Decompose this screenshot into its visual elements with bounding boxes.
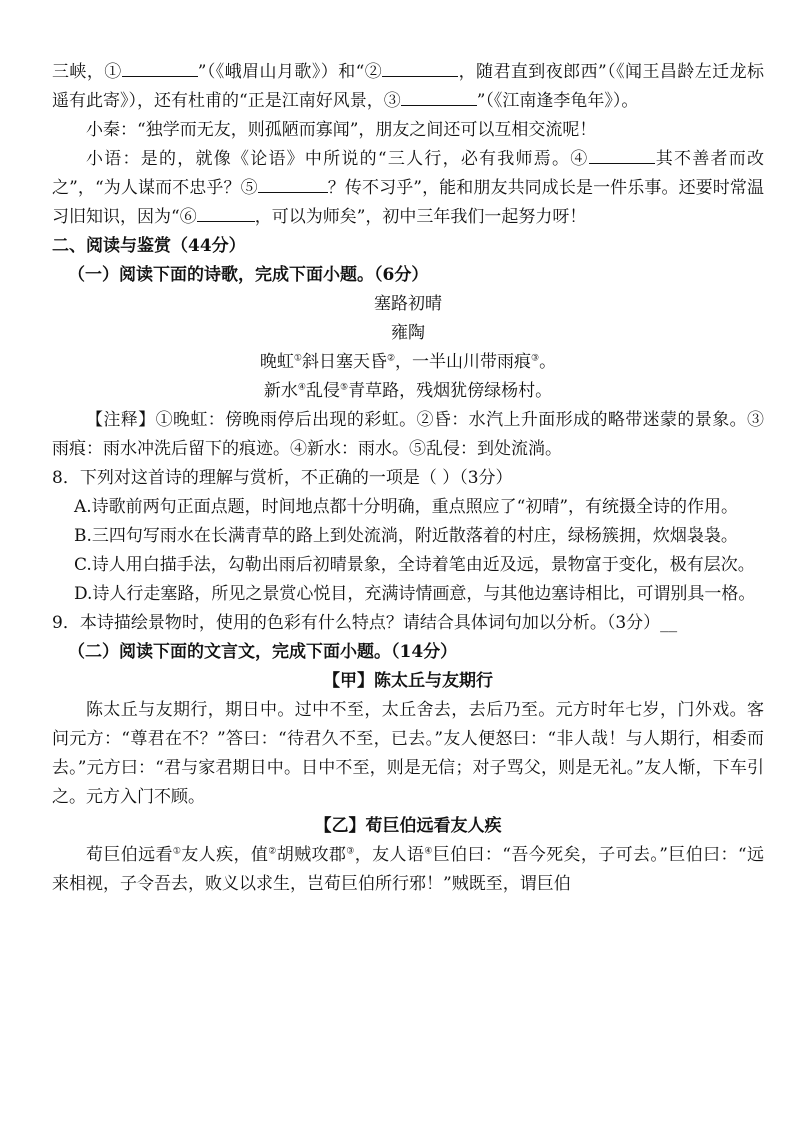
footnote-marker: ④ [424,846,433,857]
dictation-text: ”（《峨眉山月歌》）和“② [197,62,383,82]
option-a[interactable]: A.诗歌前两句正面点题，时间地点都十分明确，重点照应了“初晴”，有统摄全诗的作用。 [74,497,739,517]
section-title: 二、阅读与鉴赏（44分） [52,236,246,256]
poem-text: 青草路，残烟犹傍绿杨村。 [348,381,553,401]
poem-title: 塞路初晴 [374,294,442,314]
dictation-text: 其不善者而改之”，“为人谋而不忠乎？⑤ [52,149,764,198]
dictation-lines-1-3 [52,58,764,116]
dictation-text: ，可以为师矣”，初中三年我们一起努力呀！ [254,207,587,227]
part2-title: （二）阅读下面的文言文，完成下面小题。（14分） [68,642,458,662]
footnote-marker: ① [172,846,182,857]
question-8: 8．下列对这首诗的理解与赏析，不正确的一项是（ ）（3分） [52,468,513,488]
passage-text: 胡贼攻郡 [276,845,347,865]
passage-text: 巨伯曰：“吾今死矣，子可去。”巨伯曰：“远来相视，子令吾去，败义以求生，岂荀巨伯所行邪！”贼既至，谓巨伯 [52,845,764,894]
answer-blank-3[interactable] [401,88,477,106]
poem-text: ，一半山川带雨痕 [395,352,532,372]
passage-text: 友人疾，值 [181,845,269,865]
dictation-text: 小语：是的，就像《论语》中所说的“三人行，必有我师焉。④ [86,149,589,169]
question-9: 9．本诗描绘景物时，使用的色彩有什么特点？请结合具体词句加以分析。（3分）__ [52,613,678,633]
passage-text: 荀巨伯远看 [86,845,173,865]
poem-text: 。 [539,352,557,372]
poem-author: 雍陶 [391,323,425,343]
poem-line-1 [52,348,764,377]
footnote-marker: ③ [531,353,540,364]
option-b[interactable]: B.三四句写雨水在长满青草的路上到处流淌，附近散落着的村庄，绿杨簇拥，炊烟袅袅。 [74,526,738,546]
passage-text: ，友人语 [354,845,425,865]
dictation-text: ，随君直到夜郎西”（《闻 [458,62,643,82]
answer-blank-4[interactable] [589,146,655,164]
footnote-marker: ② [386,353,396,364]
option-c[interactable]: C.诗人用白描手法，勾勒出雨后初晴景象，全诗着笔由近及远，景物富于变化，极有层次。 [74,555,755,575]
passage-yi-text [52,841,764,899]
poem-text: 新水 [263,381,298,401]
footnote-marker: ⑤ [340,382,349,393]
passage-jia-text: 陈太丘与友期行，期日中。过中不至，太丘舍去，去后乃至。元方时年七岁，门外戏。客问元方：“尊君在不？”答曰：“待君久不至，已去。”友人便怒曰：“非人哉！与人期行，相委而去。”元方曰：“君与家君期日中。日中不至，则是无信；对子骂父，则是无礼。”友人惭，下车引之。元方入门不顾。 [52,700,764,807]
part1-title: （一）阅读下面的诗歌，完成下面小题。（6分） [68,265,429,285]
xiaoqin-line: 小秦：“独学而无友，则孤陋而寡闻”，朋友之间还可以互相交流呢！ [86,120,597,140]
answer-blank-5[interactable] [258,175,328,193]
dictation-text: ？传不习乎”，能和朋友共同成长是一件乐事。还要时常温习旧知识，因为“⑥ [52,178,764,227]
exam-page [52,58,764,899]
dictation-text: 王昌龄左迁龙标遥有此寄》），还有杜甫的“正是江南好风景，③ [52,62,765,111]
answer-blank-6[interactable] [197,204,255,222]
footnote-marker: ④ [297,382,306,393]
dictation-text: 南逢李龟年》）。 [519,91,639,111]
dictation-text: 三峡，① [52,62,122,82]
xiaoyu-paragraph [52,145,764,232]
dictation-text: ”（《江 [476,91,520,111]
poem-notes: 【注释】①晚虹：傍晚雨停后出现的彩虹。②昏：水汽上升面形成的略带迷蒙的景象。③雨痕：雨水冲洗后留下的痕迹。④新水：雨水。⑤乱侵：到处流淌。 [52,410,764,459]
option-d[interactable]: D.诗人行走塞路，所见之景赏心悦目，充满诗情画意，与其他边塞诗相比，可谓别具一格。 [74,584,756,604]
poem-text: 乱侵 [306,381,340,401]
passage-jia-title: 【甲】陈太丘与友期行 [323,671,493,691]
answer-blank-2[interactable] [382,59,458,77]
answer-blank-1[interactable] [122,59,198,77]
poem-line-2 [52,377,764,406]
footnote-marker: ③ [346,846,355,857]
poem-text: 晚虹 [259,352,294,372]
footnote-marker: ② [268,846,277,857]
poem-text: 斜日塞天昏 [301,352,387,372]
passage-yi-title: 【乙】荀巨伯远看友人疾 [314,816,502,836]
footnote-marker: ① [293,353,302,364]
